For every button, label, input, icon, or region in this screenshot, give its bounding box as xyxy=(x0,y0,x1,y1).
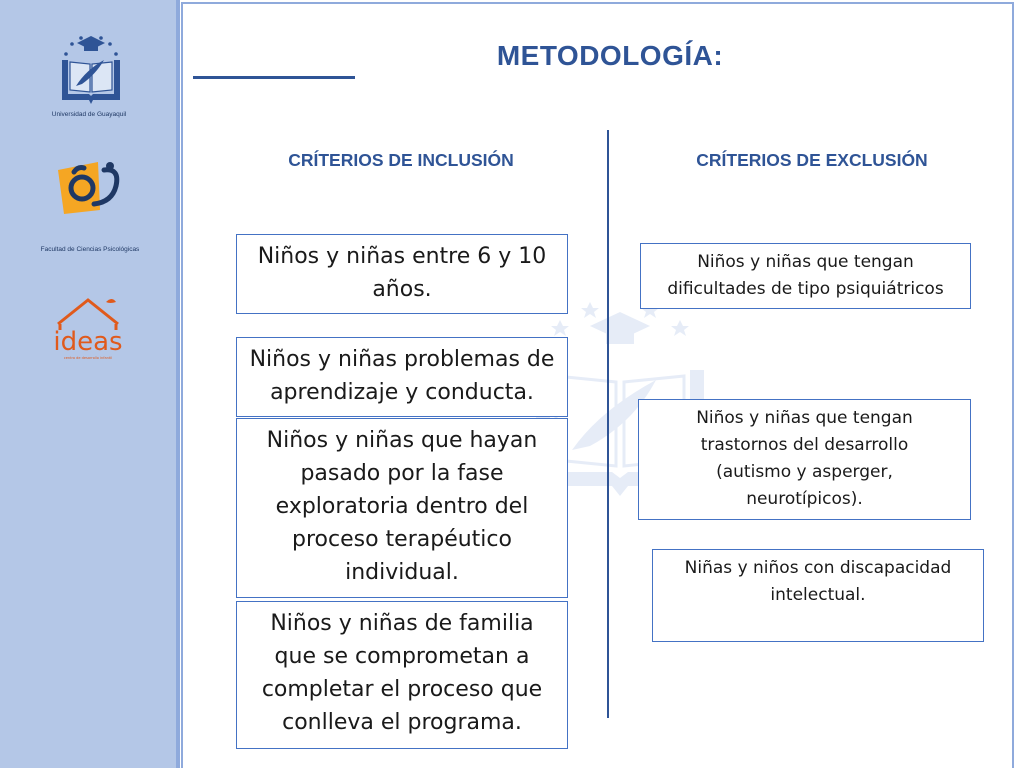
faculty-caption: Facultad de Ciencias Psicológicas xyxy=(40,246,140,253)
inclusion-item-text: Niños y niñas que hayan pasado por la fase exploratoria dentro del proceso terapéutico individual. xyxy=(266,428,538,585)
title-underline xyxy=(193,76,355,79)
inclusion-item-age xyxy=(236,234,568,314)
exclusion-item-development xyxy=(638,399,971,520)
ideas-tagline: centro de desarrollo infantil xyxy=(63,356,113,360)
inclusion-item-text: Niños y niñas de familia que se comprometan a completar el proceso que conlleva el programa. xyxy=(261,611,543,735)
column-divider xyxy=(607,130,609,718)
page-title: METODOLOGÍA: xyxy=(496,40,724,71)
ideas-word: ideas xyxy=(53,327,123,357)
university-logo-icon xyxy=(56,30,126,106)
inclusion-item-learning xyxy=(236,337,568,417)
exclusion-item-text: Niñas y niños con discapacidad intelectual. xyxy=(684,558,952,605)
exclusion-item-intellectual xyxy=(652,549,984,642)
ideas-logo-icon xyxy=(52,296,126,362)
inclusion-item-text: Niños y niñas entre 6 y 10 años. xyxy=(257,244,547,302)
inclusion-item-exploratory xyxy=(236,418,568,598)
inclusion-item-text: Niños y niñas problemas de aprendizaje y conducta. xyxy=(249,347,555,405)
exclusion-item-text: Niños y niñas que tengan trastornos del desarrollo (autismo y asperger, neurotípicos). xyxy=(696,408,913,509)
university-caption: Universidad de Guayaquil xyxy=(51,111,127,118)
inclusion-item-family xyxy=(236,601,568,749)
exclusion-item-text: Niños y niñas que tengan dificultades de tipo psiquiátricos xyxy=(667,252,944,299)
inclusion-heading: CRÍTERIOS DE INCLUSIÓN xyxy=(288,150,514,170)
faculty-logo-icon xyxy=(54,158,126,218)
sidebar-edge xyxy=(176,0,180,768)
exclusion-item-psychiatric xyxy=(640,243,971,309)
exclusion-heading: CRÍTERIOS DE EXCLUSIÓN xyxy=(696,150,928,170)
